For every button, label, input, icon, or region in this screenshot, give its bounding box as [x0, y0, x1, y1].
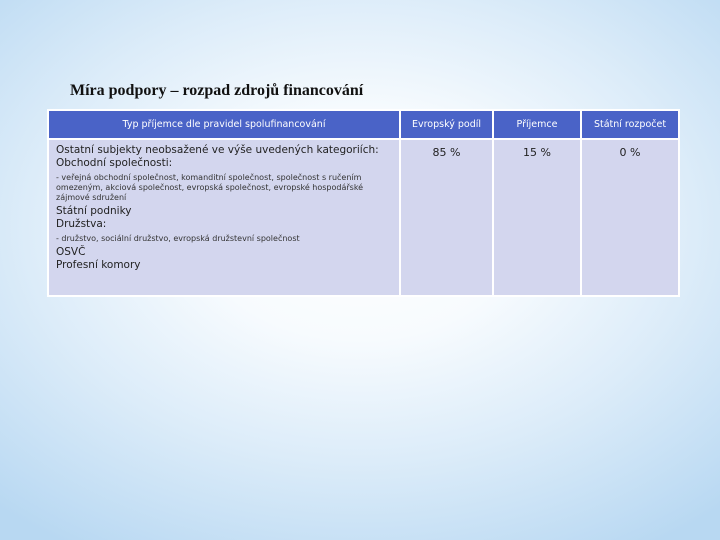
funding-table	[47, 109, 680, 297]
description-subtext: - družstvo, sociální družstvo, evropská družstevní společnost	[56, 234, 300, 243]
header-eu-share: Evropský podíl	[400, 110, 493, 139]
description-line: Družstva:	[56, 218, 107, 230]
table-row	[48, 139, 679, 296]
description-line: Státní podniky	[56, 205, 132, 217]
recipient-share-value: 15 %	[493, 139, 581, 296]
description-subtext: - veřejná obchodní společnost, komanditní společnost, společnost s ručením omezeným, akciová společnost, evropská společnost, evropské hospodářské zájmové sdružení	[56, 173, 364, 202]
header-state-budget: Státní rozpočet	[581, 110, 679, 139]
header-row	[48, 110, 679, 139]
description-line: Obchodní společnosti:	[56, 157, 173, 169]
recipient-description-cell	[48, 139, 400, 296]
eu-share-value: 85 %	[400, 139, 493, 296]
description-line: OSVČ	[56, 246, 86, 258]
description-line: Ostatní subjekty neobsažené ve výše uvedených kategoriích:	[56, 144, 379, 156]
slide-title: Míra podpory – rozpad zdrojů financování	[70, 82, 364, 99]
header-recipient: Příjemce	[493, 110, 581, 139]
state-budget-value: 0 %	[581, 139, 679, 296]
description-line: Profesní komory	[56, 259, 141, 271]
header-recipient-type: Typ příjemce dle pravidel spolufinancování	[48, 110, 400, 139]
